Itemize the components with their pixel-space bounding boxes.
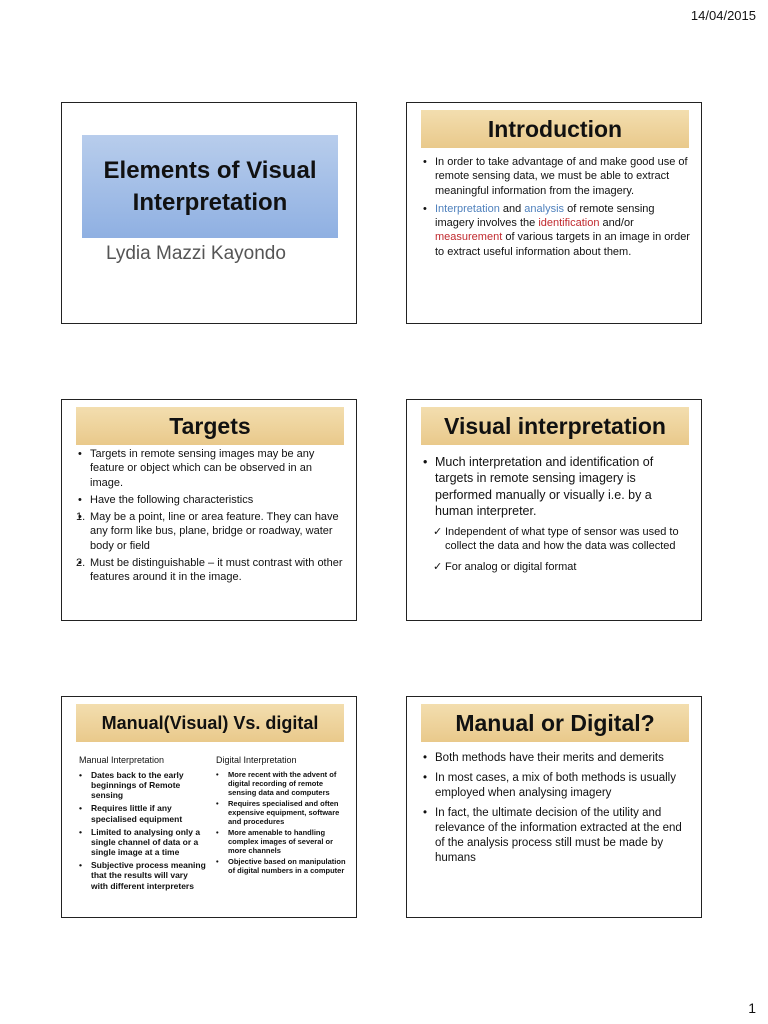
manual-item bbox=[79, 860, 207, 891]
bullet-text: In order to take advantage of and make good use of remote sensing data, we must be able to extract meaningful information from the imagery. bbox=[435, 156, 688, 197]
slide-body bbox=[421, 751, 691, 866]
digital-item bbox=[216, 799, 348, 826]
bullet-item bbox=[421, 806, 691, 866]
digital-heading: Digital Interpretation bbox=[216, 755, 297, 765]
keyword-analysis: analysis bbox=[524, 202, 565, 215]
digital-item-text: Requires specialised and often expensive equipment, software and procedures bbox=[228, 798, 340, 826]
manual-item-text: Subjective process meaning that the results will vary with different interpreters bbox=[91, 860, 206, 891]
slide-title-line1: Elements of Visual bbox=[103, 157, 317, 185]
bullet-text: Much interpretation and identification of targets in remote sensing imagery is performed manually or visually i.e. by a human interpreter. bbox=[435, 455, 654, 518]
bullet-text: Have the following characteristics bbox=[90, 493, 254, 506]
author-name: Lydia Mazzi Kayondo bbox=[106, 243, 286, 264]
slide-heading: Introduction bbox=[421, 110, 689, 148]
slide-heading: Targets bbox=[76, 407, 344, 445]
manual-item bbox=[79, 803, 207, 823]
bullet-item bbox=[421, 202, 691, 259]
bullet-text: Both methods have their merits and demerits bbox=[435, 752, 664, 764]
text-fragment: of various targets in an image in order to extract useful information about them. bbox=[435, 231, 690, 258]
check-text: Independent of what type of sensor was used to collect the data and how the data was collected bbox=[445, 526, 679, 553]
slide-visual-interpretation bbox=[406, 399, 702, 621]
digital-item-text: More recent with the advent of digital recording of remote sensing data and computers bbox=[228, 769, 337, 797]
bullet-text: In fact, the ultimate decision of the utility and relevance of the information extracted at the end of the analysis process still must be made by humans bbox=[435, 806, 682, 864]
manual-item-text: Limited to analysing only a single channel of data or a single image at a time bbox=[91, 826, 201, 858]
bullet-item bbox=[421, 155, 691, 198]
slide-introduction bbox=[406, 102, 702, 324]
keyword-interpretation: Interpretation bbox=[435, 202, 500, 215]
manual-item bbox=[79, 827, 207, 858]
manual-column bbox=[79, 755, 207, 894]
digital-item-text: Objective based on manipulation of digital numbers in a computer bbox=[228, 856, 346, 875]
bullet-text: In most cases, a mix of both methods is usually employed when analysing imagery bbox=[435, 771, 676, 799]
bullet-item bbox=[76, 447, 346, 490]
manual-item bbox=[79, 770, 207, 801]
item-number: • 1. bbox=[76, 511, 86, 524]
digital-item-text: More amenable to handling complex images of several or more channels bbox=[228, 827, 334, 855]
digital-item bbox=[216, 828, 348, 855]
check-item bbox=[433, 525, 691, 554]
slide-title bbox=[61, 102, 357, 324]
slide-manual-vs-digital bbox=[61, 696, 357, 918]
slide-body bbox=[76, 447, 346, 585]
slide-heading: Manual or Digital? bbox=[421, 704, 689, 742]
bullet-text: Targets in remote sensing images may be any feature or object which can be observed in an image. bbox=[90, 448, 315, 489]
slide-manual-or-digital bbox=[406, 696, 702, 918]
manual-item-text: Requires little if any specialised equipment bbox=[91, 803, 183, 824]
digital-item bbox=[216, 857, 348, 875]
page-number: 1 bbox=[748, 1000, 756, 1016]
bullet-item bbox=[421, 771, 691, 801]
slide-targets bbox=[61, 399, 357, 621]
slide-heading: Manual(Visual) Vs. digital bbox=[76, 704, 344, 742]
slide-heading: Visual interpretation bbox=[421, 407, 689, 445]
item-text: Must be distinguishable – it must contrast with other features around it in the image. bbox=[90, 557, 343, 584]
bullet-item bbox=[421, 454, 691, 519]
manual-heading: Manual Interpretation bbox=[79, 755, 165, 765]
text-fragment: of remote sensing imagery involves the bbox=[435, 202, 655, 230]
digital-column bbox=[216, 755, 348, 877]
check-item bbox=[433, 560, 691, 574]
keyword-measurement: measurement bbox=[435, 231, 503, 244]
item-number: • 2. bbox=[76, 557, 86, 570]
page-date: 14/04/2015 bbox=[690, 8, 756, 23]
slide-title-band bbox=[82, 135, 338, 238]
slide-title-line2: Interpretation bbox=[132, 188, 288, 216]
item-text: May be a point, line or area feature. They can have any form like bus, plane, bridge or roadway, water body or field bbox=[90, 511, 339, 552]
slide-body bbox=[421, 155, 691, 259]
numbered-item bbox=[76, 556, 346, 585]
bullet-item bbox=[421, 751, 691, 766]
check-text: For analog or digital format bbox=[445, 560, 577, 573]
digital-item bbox=[216, 770, 348, 797]
bullet-item bbox=[76, 493, 346, 507]
numbered-item bbox=[76, 510, 346, 553]
manual-item-text: Dates back to the early beginnings of Remote sensing bbox=[91, 769, 184, 801]
text-fragment: and/or bbox=[599, 217, 634, 230]
slide-body bbox=[421, 454, 691, 574]
text-fragment: and bbox=[499, 202, 525, 215]
keyword-identification: identification bbox=[538, 217, 600, 230]
